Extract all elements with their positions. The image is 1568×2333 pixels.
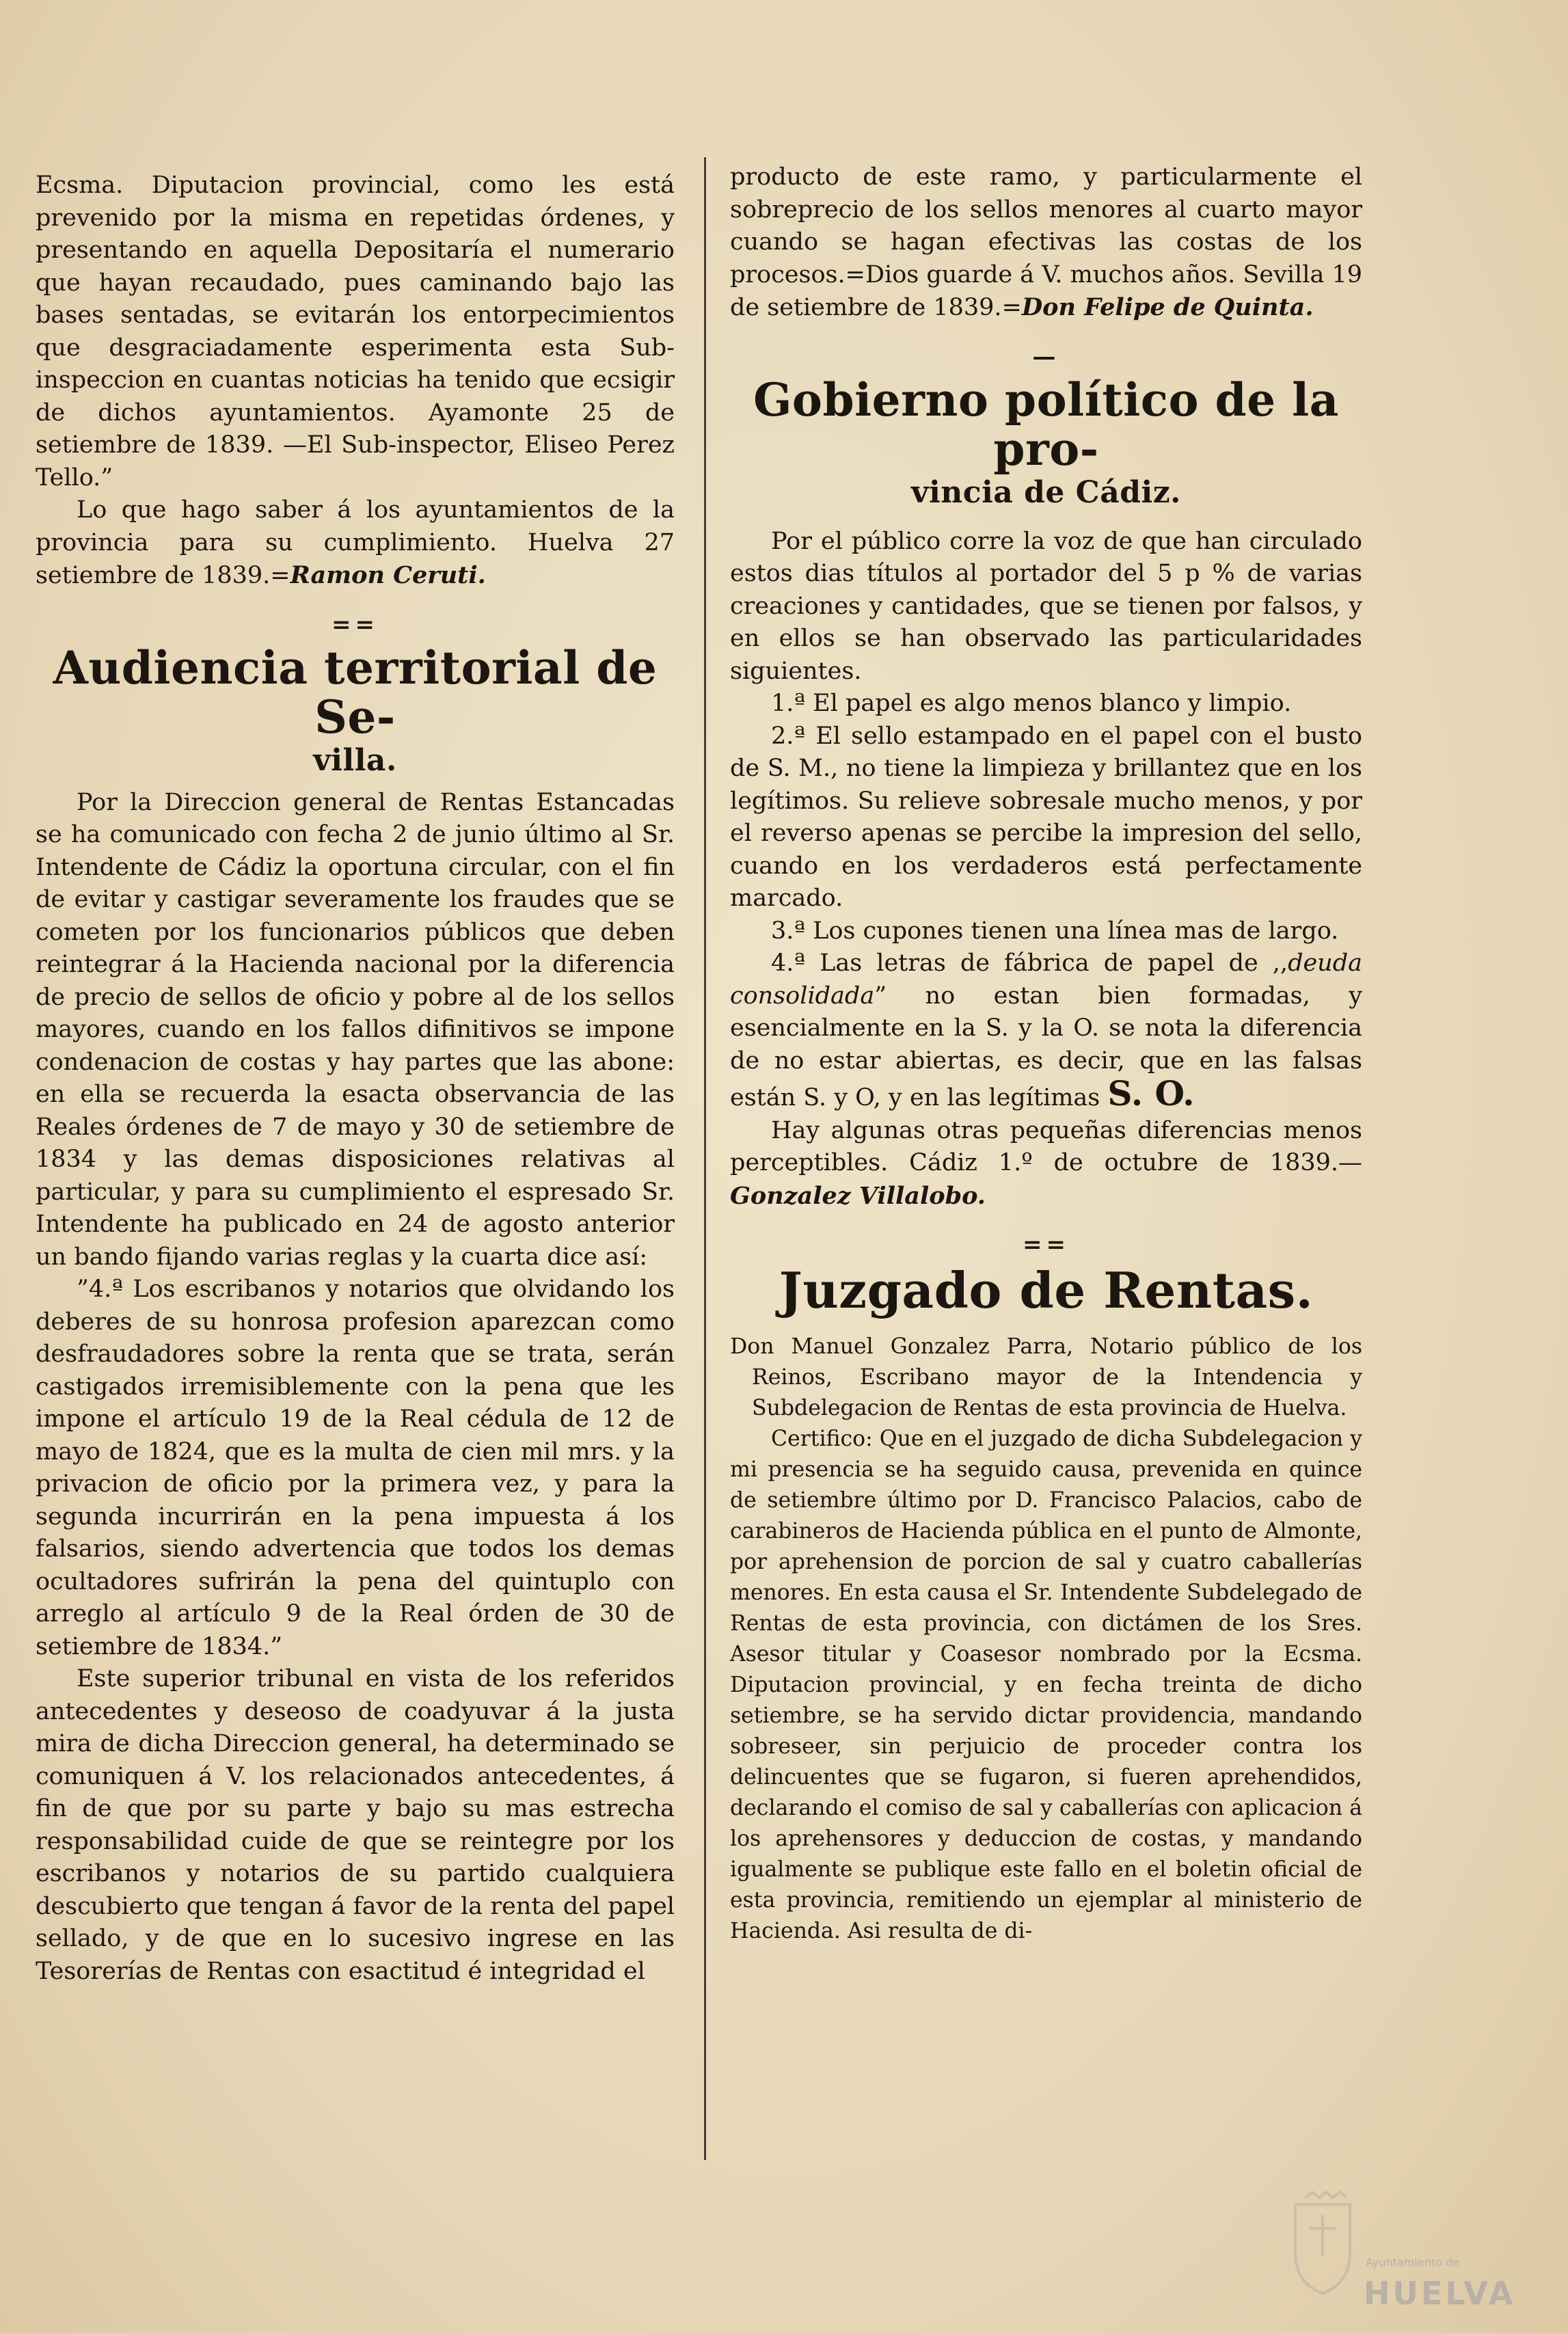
paragraph-diferencias: Hay algunas otras pequeñas diferencias menos perceptibles. Cádiz 1.º de octubre de 1839.—Gonzalez Villalobo.: [730, 1116, 1362, 1210]
section-separator: —: [1032, 342, 1060, 370]
left-column: [36, 170, 675, 1988]
paragraph-direccion-rentas: Por la Direccion general de Rentas Estancadas se ha comunicado con fecha 2 de junio último al Sr. Intendente de Cádiz la oportuna circular, con el fin de evitar y castigar severamente los fraudes que se cometen por los funcionarios públicos que deben reintegrar á la Hacienda nacional por la diferencia de precio de sellos de oficio y pobre al de los sellos mayores, cuando en los fallos difinitivos se impone condenacion de costas y hay partes que las abone: en ella se recuerda la esacta observancia de las Reales órdenes de 7 de mayo y 30 de setiembre de 1834 y las demas disposiciones relativas al particular, y para su cumplimiento el espresado Sr. Intendente ha publicado en 24 de agosto anterior un bando fijando varias reglas y la cuarta dice así:: [36, 788, 675, 1271]
section-separator: ==: [1023, 1231, 1070, 1258]
list-item-4: 4.ª Las letras de fábrica de papel de ,,deuda consolidada” no estan bien formadas, y esencialmente en la S. y la O. se nota la diferencia de no estar abiertas, es decir, que en las falsas están S. y O, y en las legítimas S. O.: [730, 949, 1362, 1114]
paragraph-sub-inspeccion: Ecsma. Diputacion provincial, como les está prevenido por la misma en repetidas órdenes, y presentando en aquella Depositaría el numerario que hayan recaudado, pues caminando bajo las bases sentadas, se evitarán los entorpecimientos que desgraciadamente esperimenta esta Sub-inspeccion en cuantas noticias ha tenido que ecsigir de dichos ayuntamientos. Ayamonte 25 de setiembre de 1839. —El Sub-inspector, Eliseo Perez Tello.”: [36, 172, 675, 491]
heading-audiencia: Audiencia territorial de Se- villa.: [53, 640, 658, 778]
heading-juzgado-rentas: Juzgado de Rentas.: [779, 1261, 1314, 1319]
paragraph-producto-ramo: producto de este ramo, y particularmente el sobreprecio de los sellos menores al cuarto mayor cuando se hagan efectivas las costas de los procesos.=Dios guarde á V. muchos años. Sevilla 19 de setiembre de 1839.=Don Felipe de Quinta.: [730, 163, 1362, 321]
paragraph-notario: Don Manuel Gonzalez Parra, Notario público de los Reinos, Escribano mayor de la Intendencia y Subdelegacion de Rentas de esta provincia de Huelva.: [730, 1334, 1362, 1420]
paragraph-tribunal: Este superior tribunal en vista de los referidos antecedentes y deseoso de coadyuvar á la justa mira de dicha Direccion general, ha determinado se comuniquen á V. los relacionados antecedentes, á fin de que por su parte y bajo su mas estrecha responsabilidad cuide de que se reintegre por los escribanos y notarios de su partido cualquiera descubierto que tengan á favor de la renta del papel sellado, y de que en lo sucesivo ingrese en las Tesorerías de Rentas con esactitud é integridad el: [36, 1665, 675, 1985]
heading-gobierno-politico: Gobierno político de la pro- vincia de Cádiz.: [753, 373, 1339, 510]
paragraph-regla-cuarta: ”4.ª Los escribanos y notarios que olvidando los deberes de su honrosa profesion aparezcan como desfraudadores sobre la renta que se trata, serán castigados irremisiblemente con la pena que les impone el artículo 19 de la Real cédula de 12 de mayo de 1824, que es la multa de cien mil mrs. y la privacion de oficio por la primera vez, y para la segunda incurrirán en la pena impuesta á los falsarios, siendo advertencia que todos los demas ocultadores sufrirán la pena del quintuplo con arreglo al artículo 9 de la Real órden de 30 de setiembre de 1834.”: [36, 1276, 675, 1660]
list-item-3: 3.ª Los cupones tienen una línea mas de largo.: [771, 917, 1339, 945]
watermark-city: HUELVA: [1364, 2275, 1516, 2312]
letters-so: S. O.: [1107, 1073, 1195, 1114]
list-item-1: 1.ª El papel es algo menos blanco y limpio.: [771, 690, 1292, 717]
column-divider: [704, 157, 706, 2160]
signature-quinta: Don Felipe de Quinta.: [1021, 293, 1314, 321]
list-item-2: 2.ª El sello estampado en el papel con el busto de S. M., no tiene la limpieza y brillantez que en los legítimos. Su relieve sobresale mucho menos, y por el reverso apenas se percibe la impresion del sello, cuando en los verdaderos está perfectamente marcado.: [730, 722, 1362, 912]
section-separator: ==: [332, 610, 379, 638]
signature-ceruti: Ramon Ceruti.: [290, 561, 486, 589]
right-column: [730, 161, 1362, 1947]
paragraph-huelva-order: Lo que hago saber á los ayuntamientos de la provincia para su cumplimiento. Huelva 27 setiembre de 1839.=Ramon Ceruti.: [36, 496, 675, 589]
watermark-caption: Ayuntamiento de: [1366, 2256, 1459, 2269]
signature-villalobo: Gonzalez Villalobo.: [730, 1181, 986, 1210]
paragraph-titulos-falsos: Por el público corre la voz de que han circulado estos dias títulos al portador del 5 p % de varias creaciones y cantidades, que se tienen por falsos, y en ellos se han observado las particularidades siguientes.: [730, 527, 1362, 685]
paragraph-certifico: Certifico: Que en el juzgado de dicha Subdelegacion y mi presencia se ha seguido causa, prevenida en quince de setiembre último por D. Francisco Palacios, cabo de carabineros de Hacienda pública en el punto de Almonte, por aprehension de porcion de sal y cuatro caballerías menores. En esta causa el Sr. Intendente Subdelegado de Rentas de esta provincia, con dictámen de los Sres. Asesor titular y Coasesor nombrado por la Ecsma. Diputacion provincial, y en fecha treinta de dicho setiembre, se ha servido dictar providencia, mandando sobreseer, sin perjuicio de proceder contra los delincuentes que se fugaron, si fueren aprehendidos, declarando el comiso de sal y caballerías con aplicacion á los aprehensores y deduccion de costas, y mandando igualmente se publique este fallo en el boletin oficial de esta provincia, remitiendo un ejemplar al ministerio de Hacienda. Asi resulta de di-: [730, 1427, 1363, 1943]
